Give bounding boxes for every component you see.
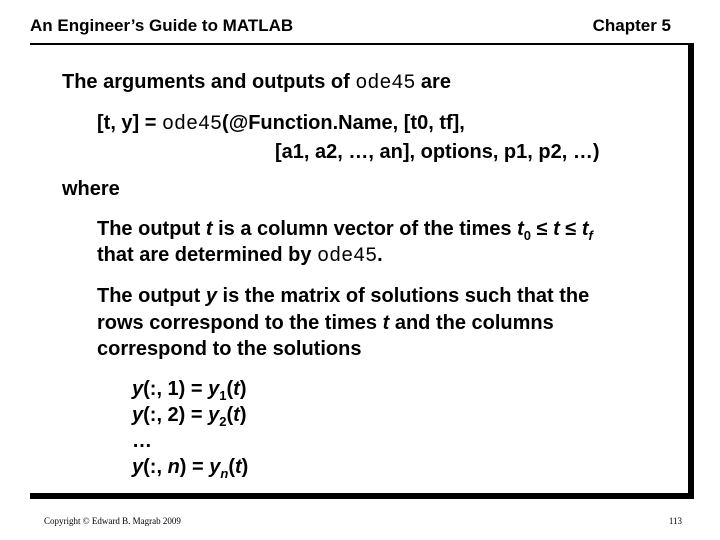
eq2-t: t — [233, 404, 240, 426]
eq1-sub: 1 — [219, 388, 227, 403]
copyright-text: Copyright © Edward B. Magrab 2009 — [44, 516, 181, 526]
t0-sub: 0 — [523, 228, 531, 243]
eq3-sub: n — [220, 466, 229, 481]
eq3-lhs-rest: ) = — [179, 456, 210, 478]
y-desc-text-2: is the matrix of solutions such that the — [216, 285, 590, 307]
eq1-paren-open: ( — [226, 378, 234, 400]
leq-sign: ≤ — [530, 218, 554, 240]
equation-ellipsis: … — [132, 430, 152, 452]
eq3-rhs-y: y — [209, 456, 221, 478]
eq2-paren-close: ) — [239, 404, 247, 426]
syntax-line-1 — [97, 111, 465, 137]
eq3-n: n — [167, 456, 180, 478]
syntax-args: (@Function.Name, [t0, tf], — [222, 112, 465, 134]
eq2-paren-open: ( — [226, 404, 234, 426]
header-title: An Engineer’s Guide to MATLAB — [30, 16, 294, 35]
eq1-lhs-rest: (:, 1) = — [143, 378, 209, 400]
y-desc-line-2 — [97, 311, 554, 335]
eq2-sub: 2 — [219, 414, 227, 429]
eq1-lhs-y: y — [132, 378, 144, 400]
eq3-paren-open: ( — [228, 456, 235, 478]
equation-n — [132, 455, 248, 486]
page-number: 113 — [668, 516, 682, 526]
eq3-t: t — [234, 456, 242, 478]
y-desc-line2-text-2: and the columns — [389, 312, 554, 334]
tf-var: t — [581, 218, 589, 240]
eq2-rhs-y: y — [208, 404, 220, 426]
intro-suffix: are — [415, 71, 451, 93]
syntax-line-2: [a1, a2, …, an], options, p1, p2, …) — [275, 141, 600, 163]
t-desc-line2-text: that are determined by — [97, 244, 318, 266]
tf-sub: f — [588, 228, 593, 243]
eq3-lhs-mid: (:, — [143, 456, 168, 478]
where-label: where — [62, 178, 120, 200]
t-desc-line2-period: . — [377, 244, 383, 266]
t-desc-text: The output — [97, 218, 206, 240]
eq2-lhs-y: y — [132, 404, 144, 426]
y-desc-line-1 — [97, 284, 589, 308]
intro-code: ode45 — [355, 72, 416, 95]
y-desc-t-var: t — [382, 312, 390, 334]
leq-sign-2: ≤ — [559, 218, 582, 240]
eq1-rhs-y: y — [208, 378, 220, 400]
eq1-paren-close: ) — [239, 378, 247, 400]
syntax-code: ode45 — [162, 113, 223, 136]
syntax-prefix: [t, y] = — [97, 112, 163, 134]
eq3-paren-close: ) — [241, 456, 249, 478]
t-desc-line-2 — [97, 243, 383, 269]
y-desc-line2-text: rows correspond to the times — [97, 312, 383, 334]
y-var: y — [205, 285, 217, 307]
t-desc-line2-code: ode45 — [317, 245, 378, 268]
eq2-lhs-rest: (:, 2) = — [143, 404, 209, 426]
intro-prefix: The arguments and outputs of — [62, 71, 356, 93]
t-var: t — [205, 218, 213, 240]
t-desc-text-2: is a column vector of the times — [212, 218, 518, 240]
eq1-t: t — [233, 378, 240, 400]
chapter-label: Chapter 5 — [592, 16, 671, 35]
t-mid-var: t — [553, 218, 560, 240]
eq3-lhs-y: y — [132, 456, 144, 478]
y-desc-text: The output — [97, 285, 206, 307]
t0-var: t — [517, 218, 524, 240]
y-desc-line-3: correspond to the solutions — [97, 338, 362, 360]
intro-line — [62, 70, 451, 96]
